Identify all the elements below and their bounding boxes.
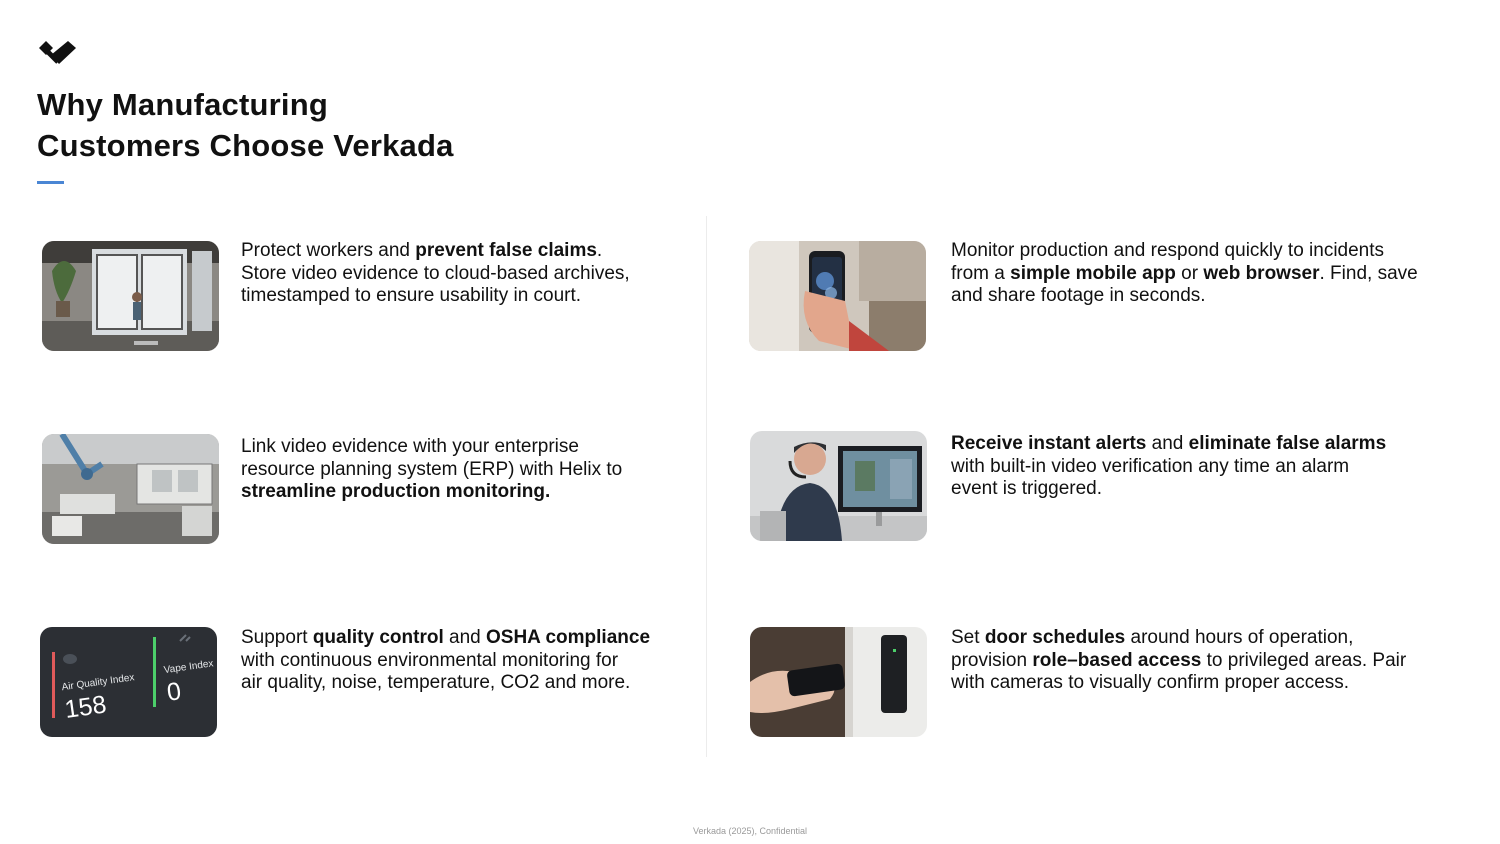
door-camera-view-image (42, 241, 219, 351)
feature-6-highlight-b: role–based access (1032, 649, 1202, 671)
air-quality-value: 158 (62, 690, 109, 724)
feature-5-text-a: and (1146, 433, 1189, 454)
air-quality-sensor-screen-image (40, 627, 217, 737)
feature-3-line-1 (241, 627, 650, 650)
air-quality-label: Air Quality Index (60, 672, 136, 694)
feature-6-highlight-a: door schedules (984, 627, 1126, 648)
feature-5-line-1 (951, 433, 1386, 456)
feature-2-highlight: streamline production monitoring. (241, 481, 551, 502)
vape-index-value: 0 (165, 677, 183, 707)
feature-4-text-a: from a (951, 262, 1011, 284)
feature-text-access-control (951, 627, 1406, 695)
feature-6-text-a: Set (951, 627, 985, 648)
feature-4-line-2 (951, 263, 1418, 286)
title-line-2: Customers Choose Verkada (37, 128, 454, 163)
verkada-logo-icon (38, 40, 78, 66)
feature-1-period: . (596, 240, 603, 261)
feature-5-highlight-a: Receive instant alerts (951, 433, 1147, 454)
feature-6-text-c: provision (951, 649, 1033, 671)
feature-5-highlight-b: eliminate false alarms (1188, 433, 1387, 454)
footer-confidential: Verkada (2025), Confidential (692, 826, 808, 836)
feature-4-highlight-b: web browser (1203, 262, 1320, 284)
feature-1-highlight: prevent false claims (415, 240, 597, 261)
feature-4-text-b: or (1175, 262, 1204, 284)
feature-3-highlight-b: OSHA compliance (486, 627, 651, 648)
feature-5-line-3: event is triggered. (951, 478, 1103, 499)
feature-text-erp-integration (241, 436, 622, 504)
feature-3-text-b: and (443, 627, 486, 648)
feature-6-line-2 (951, 650, 1406, 673)
feature-text-mobile-monitoring (951, 240, 1418, 308)
feature-2-line-2: resource planning system (ERP) with Helix to (241, 458, 623, 480)
feature-6-text-b: around hours of operation, (1125, 627, 1354, 648)
title-line-1: Why Manufacturing (37, 87, 328, 122)
feature-4-highlight-a: simple mobile app (1010, 262, 1176, 284)
feature-4-line-3: and share footage in seconds. (951, 285, 1206, 306)
feature-6-line-1 (951, 627, 1406, 650)
vape-index-label: Vape Index (163, 658, 215, 677)
feature-text-worker-protection (241, 240, 630, 308)
feature-4-line-1: Monitor production and respond quickly to incidents (951, 240, 1385, 261)
feature-6-line-3: with cameras to visually confirm proper access. (951, 672, 1350, 693)
feature-5-line-2: with built-in video verification any time an alarm (951, 455, 1350, 477)
feature-1-text: Protect workers and (241, 240, 416, 261)
column-divider (706, 216, 707, 757)
feature-3-line-3: air quality, noise, temperature, CO2 and more. (241, 672, 631, 693)
operator-at-monitor-image (750, 431, 927, 541)
feature-1-line-2: Store video evidence to cloud-based archives, (241, 262, 630, 284)
feature-4-text-c: . Find, save (1319, 262, 1418, 284)
feature-1-line-3: timestamped to ensure usability in court. (241, 285, 582, 306)
phone-in-hand-image (749, 241, 926, 351)
badge-reader-access-image (750, 627, 927, 737)
feature-2-line-1: Link video evidence with your enterprise (241, 436, 579, 457)
feature-3-highlight-a: quality control (312, 627, 444, 648)
feature-3-text-a: Support (241, 627, 313, 648)
title-accent-line (37, 181, 64, 184)
feature-text-environmental-monitoring (241, 627, 650, 695)
feature-2-line-3 (241, 481, 622, 504)
feature-6-text-d: to privileged areas. Pair (1201, 649, 1407, 671)
feature-text-instant-alerts (951, 433, 1386, 501)
feature-3-line-2: with continuous environmental monitoring for (241, 649, 619, 671)
factory-robot-arm-image (42, 434, 219, 544)
page-title (37, 84, 454, 166)
feature-1-line-1 (241, 240, 630, 263)
